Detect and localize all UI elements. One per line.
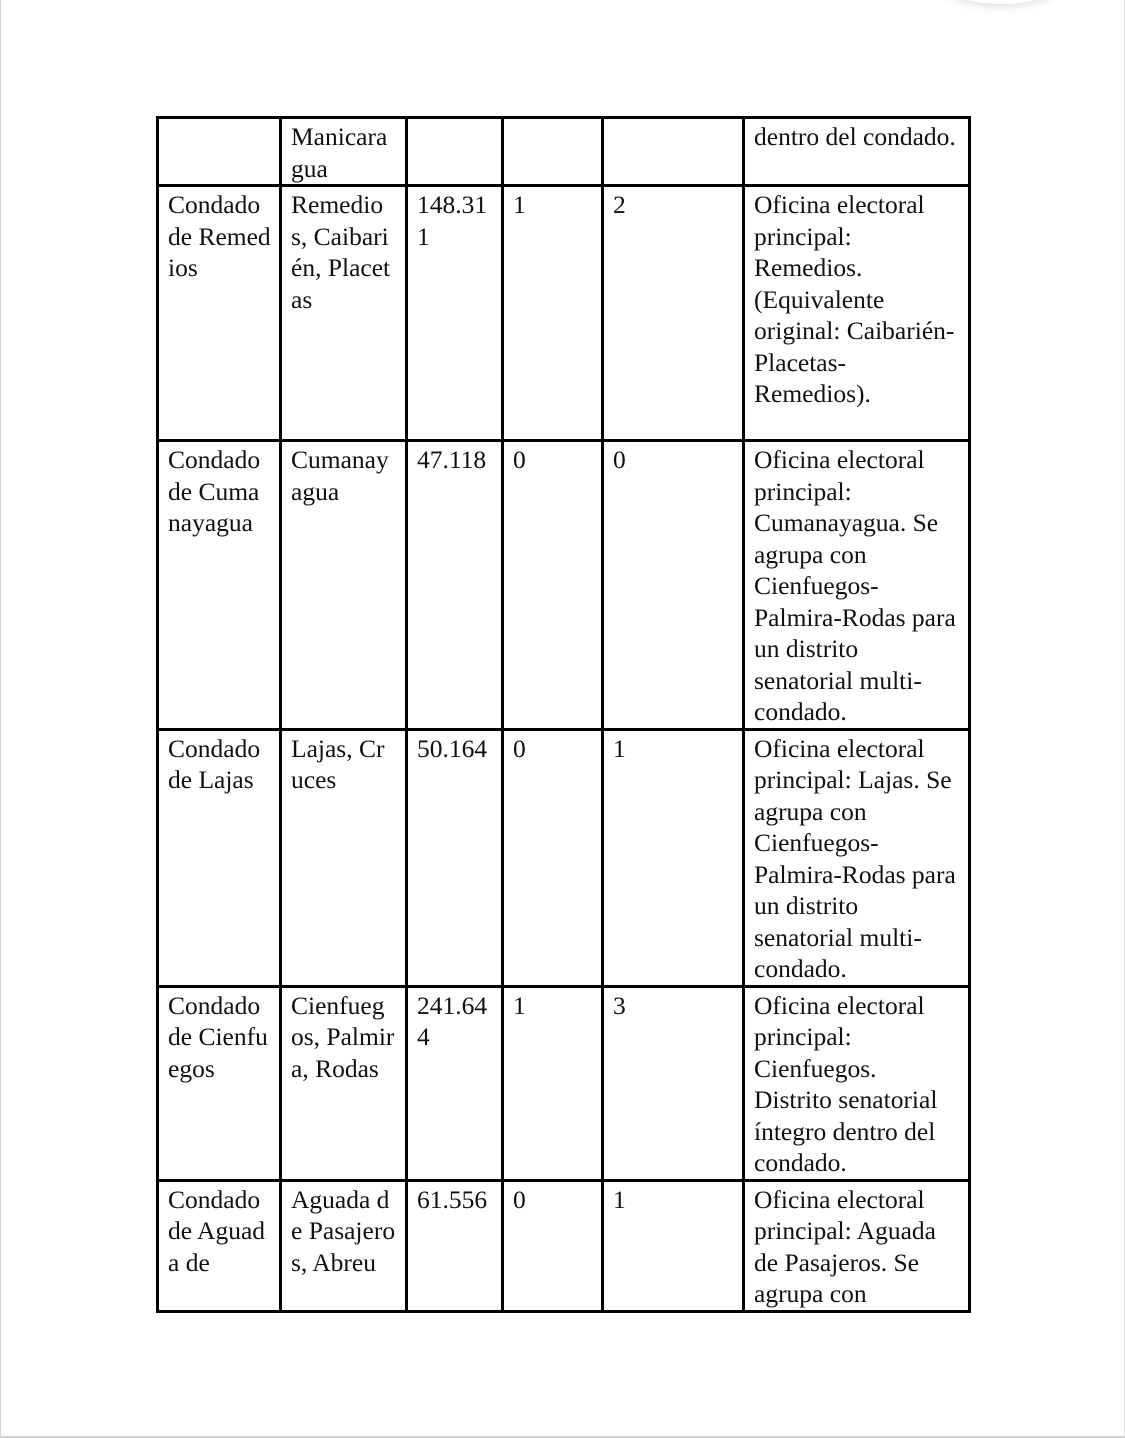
municipalities-cell: Lajas, Cruces — [281, 729, 407, 986]
seats-b-cell: 2 — [603, 186, 744, 441]
seats-a-cell: 0 — [503, 1180, 603, 1311]
county-cell: Condado de Cienfuegos — [158, 986, 281, 1180]
county-cell: Condado de Cumanayagua — [158, 441, 281, 730]
county-cell: Condado de Aguada de — [158, 1180, 281, 1311]
seats-b-cell: 1 — [603, 729, 744, 986]
municipalities-cell: Remedios, Caibarién, Placetas — [281, 186, 407, 441]
seats-b-cell: 1 — [603, 1180, 744, 1311]
table-row — [158, 441, 970, 730]
municipalities-cell: Aguada de Pasajeros, Abreu — [281, 1180, 407, 1311]
notes-cell: Oficina electoral principal: Lajas. Se agrupa con Cienfuegos-Palmira-Rodas para un distrito senatorial multi-condado. — [744, 729, 970, 986]
population-cell: 50.164 — [407, 729, 503, 986]
notes-cell: Oficina electoral principal: Remedios. (Equivalente original: Caibarién-Placetas-Remedios). — [744, 186, 970, 441]
municipalities-cell: Cienfuegos, Palmira, Rodas — [281, 986, 407, 1180]
table-row — [158, 186, 970, 441]
table-row — [158, 986, 970, 1180]
notes-cell: Oficina electoral principal: Cumanayagua. Se agrupa con Cienfuegos-Palmira-Rodas para un distrito senatorial multi-condado. — [744, 441, 970, 730]
table-row — [158, 1180, 970, 1311]
notes-cell: Oficina electoral principal: Aguada de Pasajeros. Se agrupa con — [744, 1180, 970, 1311]
population-cell: 47.118 — [407, 441, 503, 730]
population-cell — [407, 118, 503, 186]
population-cell: 241.644 — [407, 986, 503, 1180]
county-cell: Condado de Remedios — [158, 186, 281, 441]
municipalities-cell: Cumanayagua — [281, 441, 407, 730]
seats-b-cell — [603, 118, 744, 186]
seats-b-cell: 0 — [603, 441, 744, 730]
population-cell: 148.311 — [407, 186, 503, 441]
seats-a-cell — [503, 118, 603, 186]
seats-a-cell: 0 — [503, 729, 603, 986]
seats-a-cell: 1 — [503, 186, 603, 441]
table-row — [158, 729, 970, 986]
seats-b-cell: 3 — [603, 986, 744, 1180]
county-table — [156, 116, 971, 1313]
notes-cell: dentro del condado. — [744, 118, 970, 186]
notes-cell: Oficina electoral principal: Cienfuegos. Distrito senatorial íntegro dentro del condado. — [744, 986, 970, 1180]
county-cell — [158, 118, 281, 186]
seats-a-cell: 0 — [503, 441, 603, 730]
population-cell: 61.556 — [407, 1180, 503, 1311]
table-row — [158, 118, 970, 186]
municipalities-cell: Manicara gua — [281, 118, 407, 186]
corner-decoration — [941, 0, 1061, 4]
seats-a-cell: 1 — [503, 986, 603, 1180]
county-cell: Condado de Lajas — [158, 729, 281, 986]
